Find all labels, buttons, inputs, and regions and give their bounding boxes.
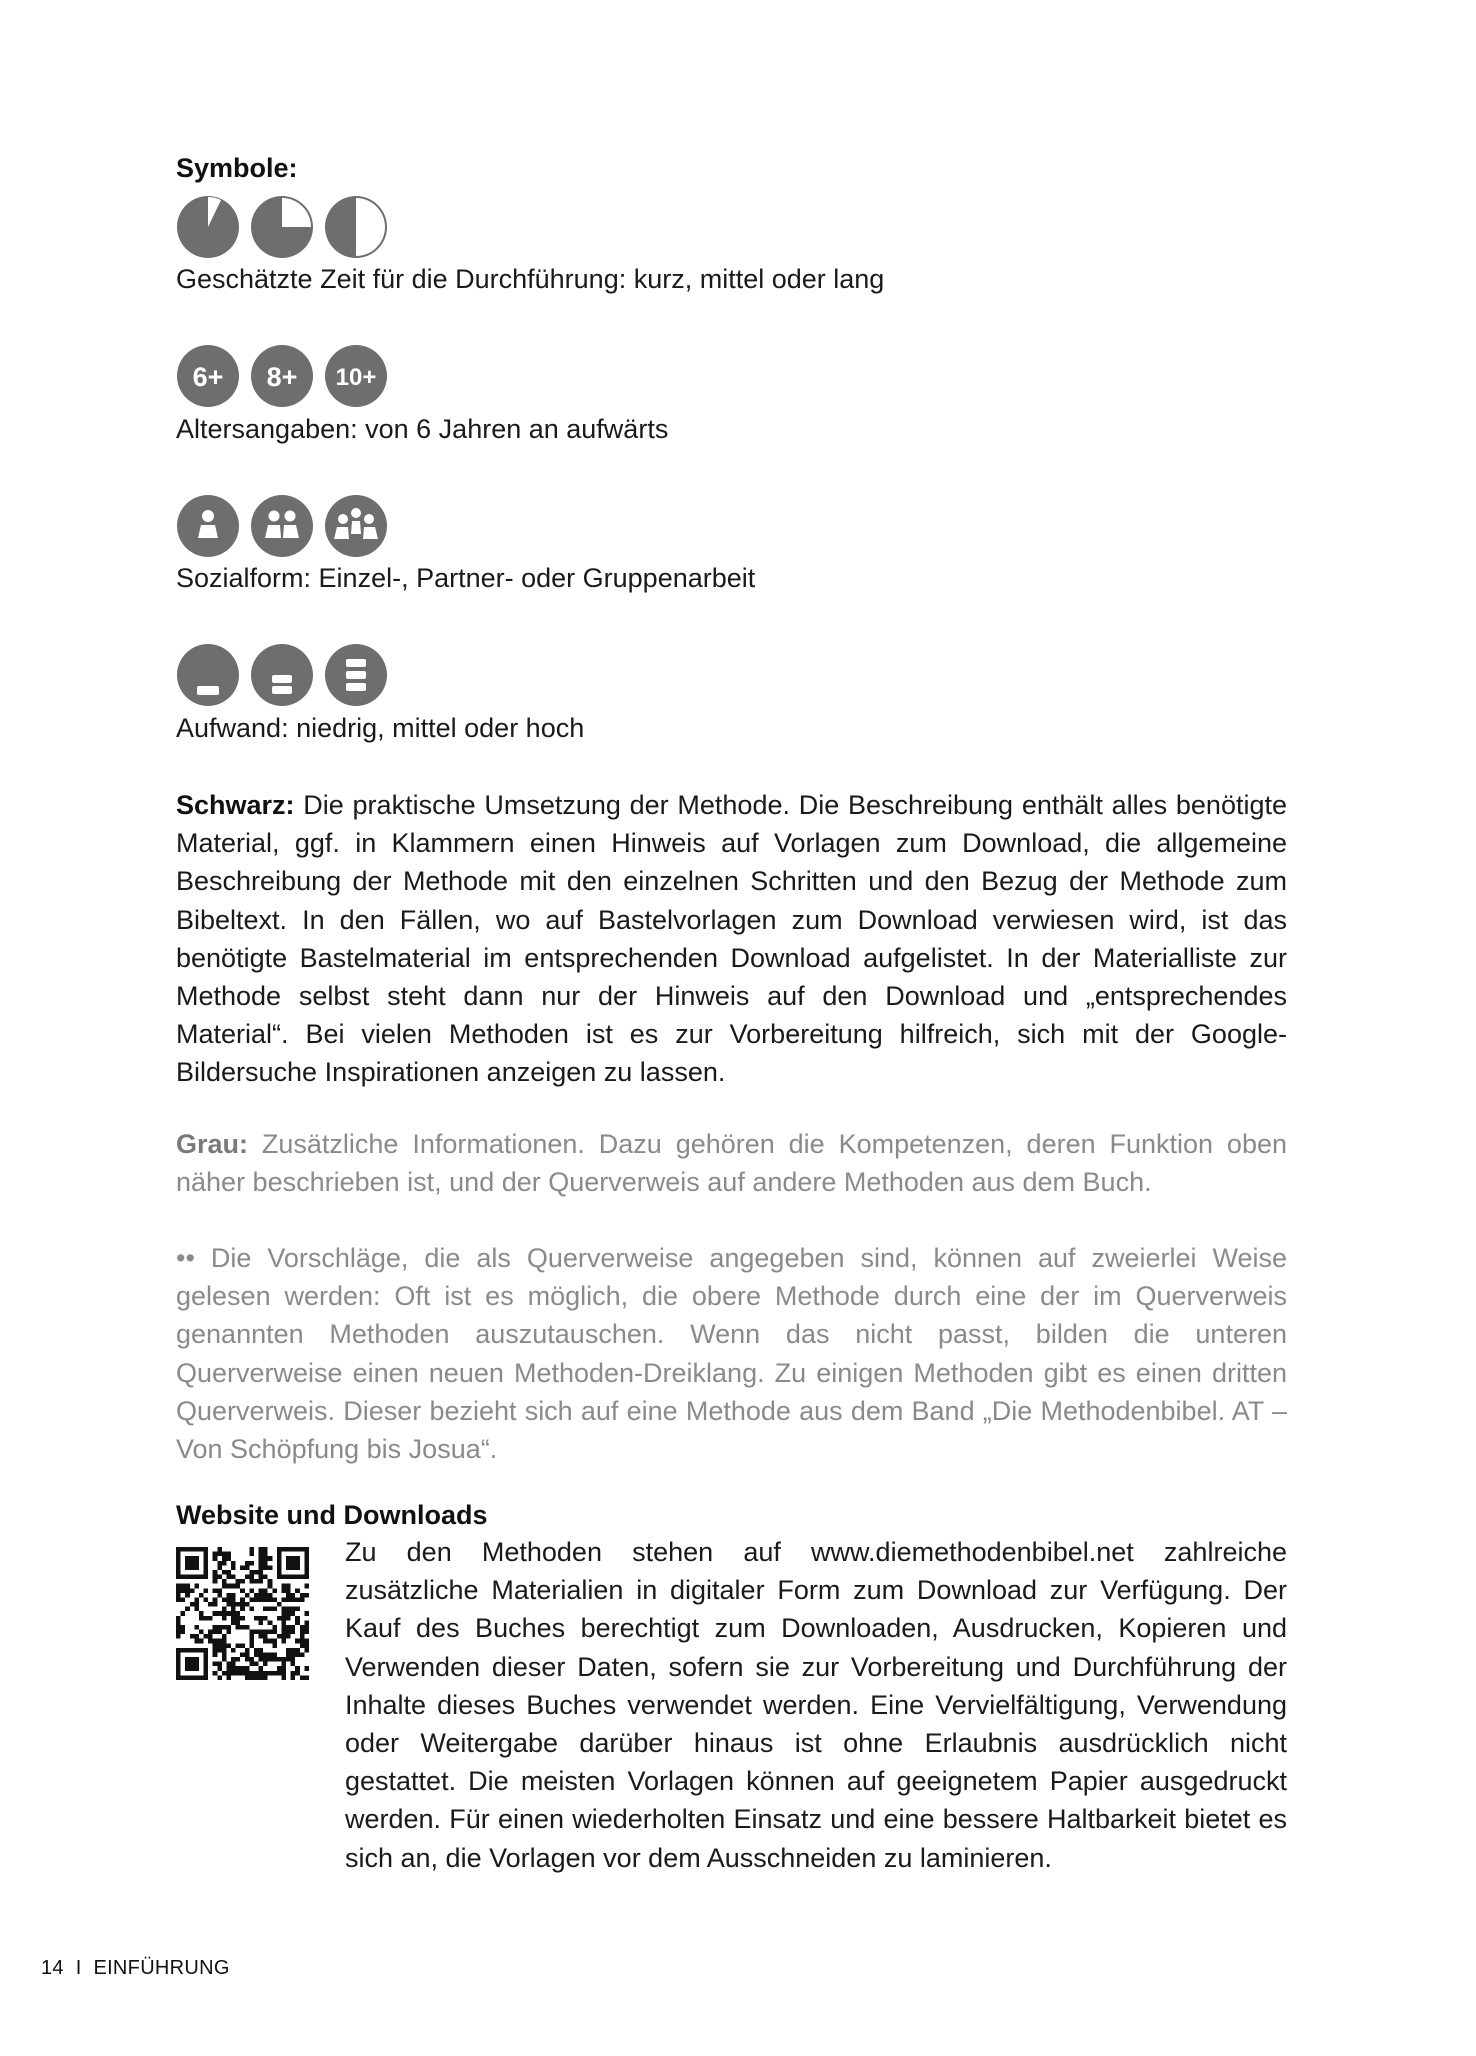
grey-section-paragraph <box>176 1125 1287 1201</box>
group-icon <box>324 494 388 558</box>
age-badges-row <box>176 344 388 408</box>
pie-long-icon <box>324 195 388 259</box>
crossref-paragraph: •• Die Vorschläge, die als Querverweise angegeben sind, können auf zweierlei Weise gelesen werden: Oft ist es möglich, die obere Methode durch eine der im Querverweis genannten Methoden auszutauschen. Wenn das nicht passt, bilden die unteren Querverweise einen neuen Methoden-Dreiklang. Zu einigen Methoden gibt es einen dritten Querverweis. Dieser bezieht sich auf eine Methode aus dem Band „Die Methodenbibel. AT – Von Schöpfung bis Josua“. <box>176 1243 1287 1465</box>
qr-code-icon <box>176 1547 309 1680</box>
black-section-paragraph <box>176 786 1287 1092</box>
footer-separator: I <box>75 1957 82 1979</box>
website-heading: Website und Downloads <box>176 1500 488 1530</box>
age-8-badge <box>250 344 314 408</box>
age-6-badge <box>176 344 240 408</box>
time-caption: Geschätzte Zeit für die Durchführung: kurz, mittel oder lang <box>176 264 885 294</box>
effort-medium-icon <box>250 643 314 707</box>
page-number: 14 <box>41 1957 64 1979</box>
symbols-heading: Symbole: <box>176 153 298 183</box>
black-section-text: Die praktische Umsetzung der Methode. Die Beschreibung enthält alles benötigte Material, ggf. in Klammern einen Hinweis auf Vorlagen zum Download, die allgemeine Beschreibung der Methode mit den einzelnen Schritten und den Bezug der Methode zum Bibeltext. In den Fällen, wo auf Bastelvorlagen zum Download verwiesen wird, ist das benötigte Bastelmaterial im entsprechenden Download aufgelistet. In der Materialliste zur Methode selbst steht dann nur der Hinweis auf den Download und „entsprechendes Material“. Bei vielen Methoden ist es zur Vorbereitung hilfreich, sich mit der Google-Bildersuche Inspirationen anzeigen zu lassen. <box>176 790 1287 1088</box>
pie-medium-icon <box>250 195 314 259</box>
single-person-icon <box>176 494 240 558</box>
grey-section-text: Zusätzliche Informationen. Dazu gehören die Kompetenzen, deren Funktion oben näher beschrieben ist, und der Querverweis auf andere Methoden aus dem Buch. <box>176 1129 1287 1198</box>
effort-high-icon <box>324 643 388 707</box>
svg-text:6+: 6+ <box>192 362 224 392</box>
effort-caption: Aufwand: niedrig, mittel oder hoch <box>176 713 585 743</box>
age-caption: Altersangaben: von 6 Jahren an aufwärts <box>176 414 669 444</box>
svg-text:8+: 8+ <box>266 362 298 392</box>
age-10-badge <box>324 344 388 408</box>
grey-section-label: Grau: <box>176 1129 249 1159</box>
effort-icons-row <box>176 643 388 707</box>
effort-low-icon <box>176 643 240 707</box>
social-caption: Sozialform: Einzel-, Partner- oder Gruppenarbeit <box>176 563 756 593</box>
page-footer <box>41 1957 230 1980</box>
partner-icon <box>250 494 314 558</box>
svg-text:10+: 10+ <box>335 364 377 391</box>
pie-short-icon <box>176 195 240 259</box>
black-section-label: Schwarz: <box>176 790 295 820</box>
footer-section: EINFÜHRUNG <box>93 1957 230 1979</box>
social-icons-row <box>176 494 388 558</box>
time-icons-row <box>176 195 388 259</box>
website-paragraph: Zu den Methoden stehen auf www.diemethodenbibel.net zahlreiche zusätzliche Materialien in digitaler Form zum Download zur Verfügung. Der Kauf des Buches berechtigt zum Downloaden, Ausdrucken, Kopieren und Verwenden dieser Daten, sofern sie zur Vorbereitung und Durchführung der Inhalte dieses Buches verwendet werden. Eine Vervielfältigung, Verwendung oder Weitergabe darüber hinaus ist ohne Erlaubnis ausdrücklich nicht gestattet. Die meisten Vorlagen können auf geeignetem Papier ausgedruckt werden. Für einen wiederholten Einsatz und eine bessere Haltbarkeit bietet es sich an, die Vorlagen vor dem Ausschneiden zu laminieren. <box>345 1537 1287 1873</box>
